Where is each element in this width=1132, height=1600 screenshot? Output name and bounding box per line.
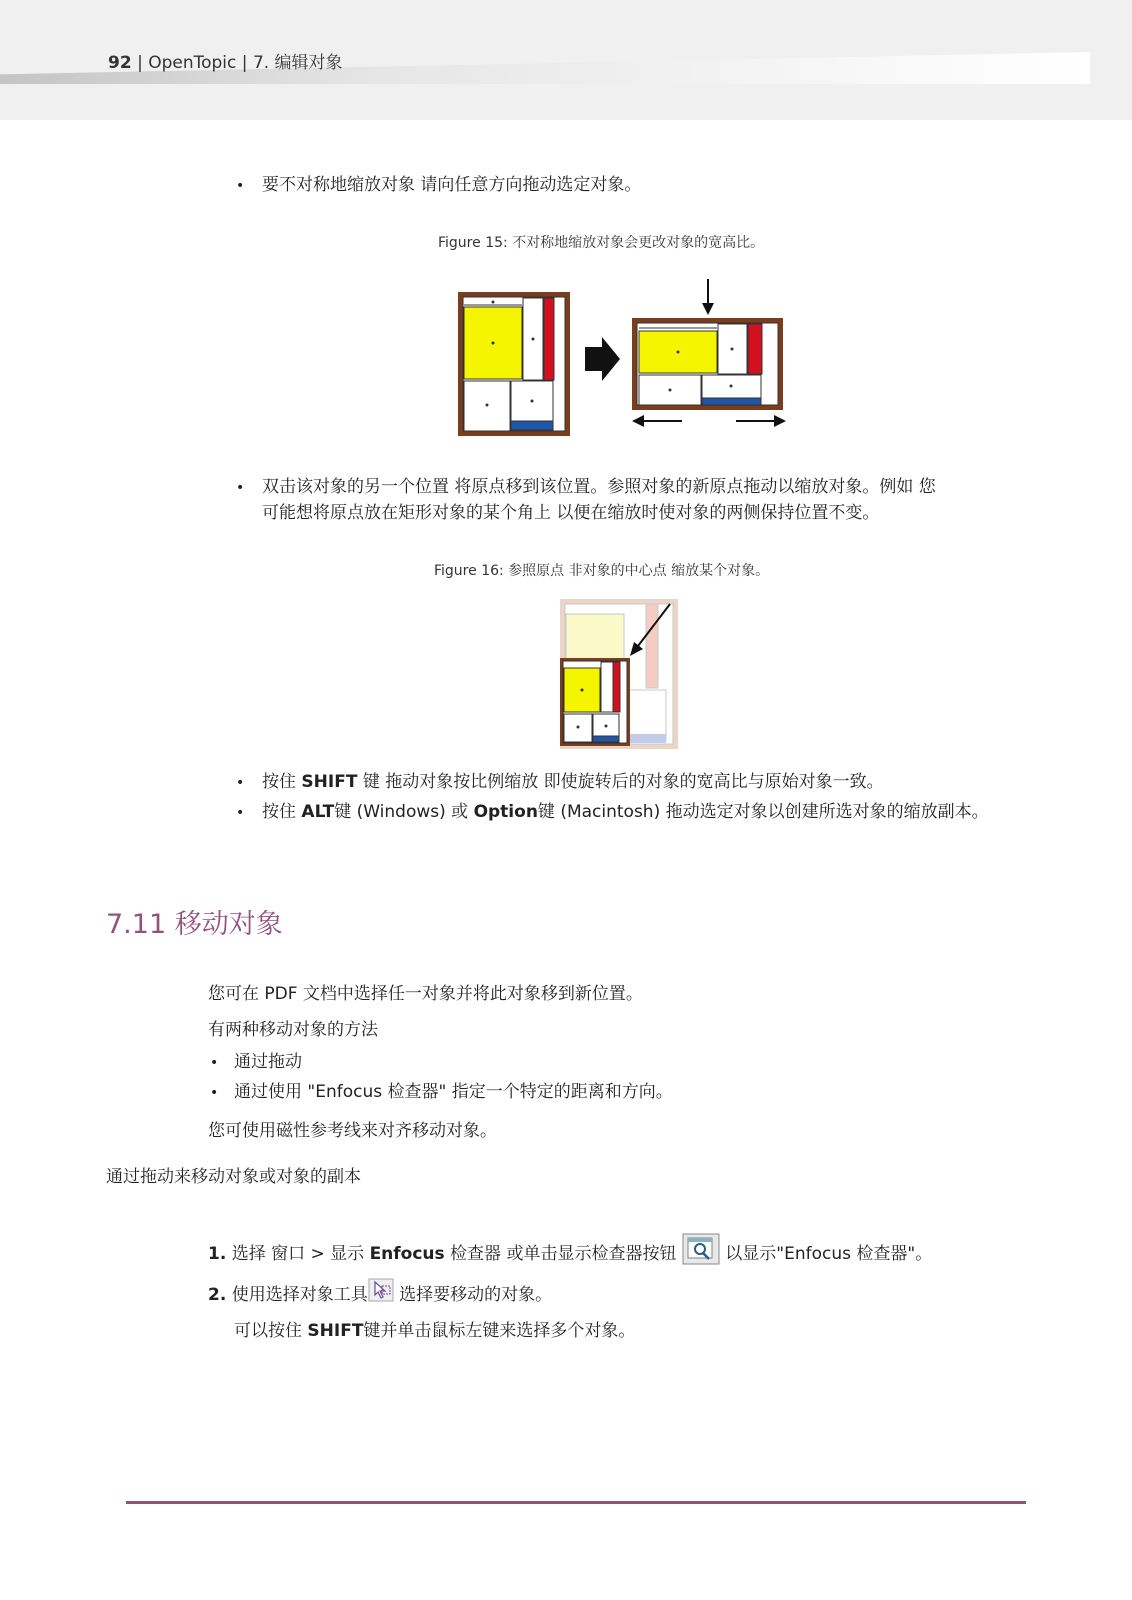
step-2: 2. 使用选择对象工具 选择要移动的对象。 bbox=[208, 1278, 552, 1312]
bullet-origin-line2: 可能想将原点放在矩形对象的某个角上 以便在缩放时使对象的两侧保持位置不变。 bbox=[262, 503, 880, 523]
original-object bbox=[458, 292, 570, 436]
scaled-from-corner-object bbox=[560, 658, 630, 746]
scaled-object bbox=[632, 318, 783, 410]
key-shift: SHIFT bbox=[307, 1321, 364, 1341]
chapter-title: 7. 编辑对象 bbox=[252, 53, 343, 73]
section-heading: 7.11 移动对象 bbox=[106, 909, 283, 940]
bullet-marker: • bbox=[236, 178, 245, 194]
method-inspector: 通过使用 "Enfocus 检查器" 指定一个特定的距离和方向。 bbox=[234, 1082, 673, 1102]
step-1: 1. 选择 窗口 > 显示 Enfocus 检查器 或单击显示检查器按钮 以显示"Enfocus 检查器"。 bbox=[208, 1233, 932, 1275]
bullet-marker: • bbox=[210, 1055, 219, 1071]
bullet-marker: • bbox=[236, 805, 245, 821]
key-alt: ALT bbox=[301, 802, 335, 822]
arrow-left-icon bbox=[632, 415, 644, 427]
bullet-origin-line1: 双击该对象的另一个位置 将原点移到该位置。参照对象的新原点拖动以缩放对象。例如 您 bbox=[262, 477, 936, 497]
arrow-right-icon bbox=[585, 337, 620, 381]
inspector-button-icon[interactable] bbox=[682, 1233, 720, 1275]
bullet-asymmetric-scale: 要不对称地缩放对象 请向任意方向拖动选定对象。 bbox=[262, 175, 642, 195]
arrow-right-small-icon bbox=[774, 415, 786, 427]
arrow-down-icon bbox=[702, 303, 714, 315]
bullet-marker: • bbox=[236, 480, 245, 496]
procedure-heading: 通过拖动来移动对象或对象的副本 bbox=[106, 1167, 361, 1187]
page-number: 92 bbox=[108, 53, 132, 73]
step-2-note: 可以按住 SHIFT键并单击鼠标左键来选择多个对象。 bbox=[234, 1321, 636, 1341]
footer-rule bbox=[126, 1501, 1026, 1504]
select-object-tool-icon[interactable] bbox=[368, 1278, 394, 1312]
bullet-alt-option-copy: 按住 ALT键 (Windows) 或 Option键 (Macintosh) 拖动选定对象以创建所选对象的缩放副本。 bbox=[262, 802, 989, 822]
intro-paragraph: 您可在 PDF 文档中选择任一对象并将此对象移到新位置。 bbox=[208, 984, 643, 1004]
key-option: Option bbox=[473, 802, 538, 822]
bullet-shift-proportional: 按住 SHIFT 键 拖动对象按比例缩放 即使旋转后的对象的宽高比与原始对象一致。 bbox=[262, 772, 884, 792]
figure-16-caption: Figure 16: 参照原点 非对象的中心点 缩放某个对象。 bbox=[434, 563, 770, 579]
guides-paragraph: 您可使用磁性参考线来对齐移动对象。 bbox=[208, 1121, 497, 1141]
figure-15-caption: Figure 15: 不对称地缩放对象会更改对象的宽高比。 bbox=[438, 235, 765, 251]
key-shift: SHIFT bbox=[301, 772, 358, 792]
running-header: 92 | OpenTopic | 7. 编辑对象 bbox=[108, 53, 343, 73]
book-title: OpenTopic bbox=[148, 53, 237, 73]
figure-16-image bbox=[556, 596, 680, 752]
methods-intro: 有两种移动对象的方法 bbox=[208, 1020, 378, 1040]
bullet-marker: • bbox=[236, 775, 245, 791]
figure-15-image bbox=[440, 275, 800, 445]
method-drag: 通过拖动 bbox=[234, 1052, 302, 1072]
bullet-marker: • bbox=[210, 1085, 219, 1101]
